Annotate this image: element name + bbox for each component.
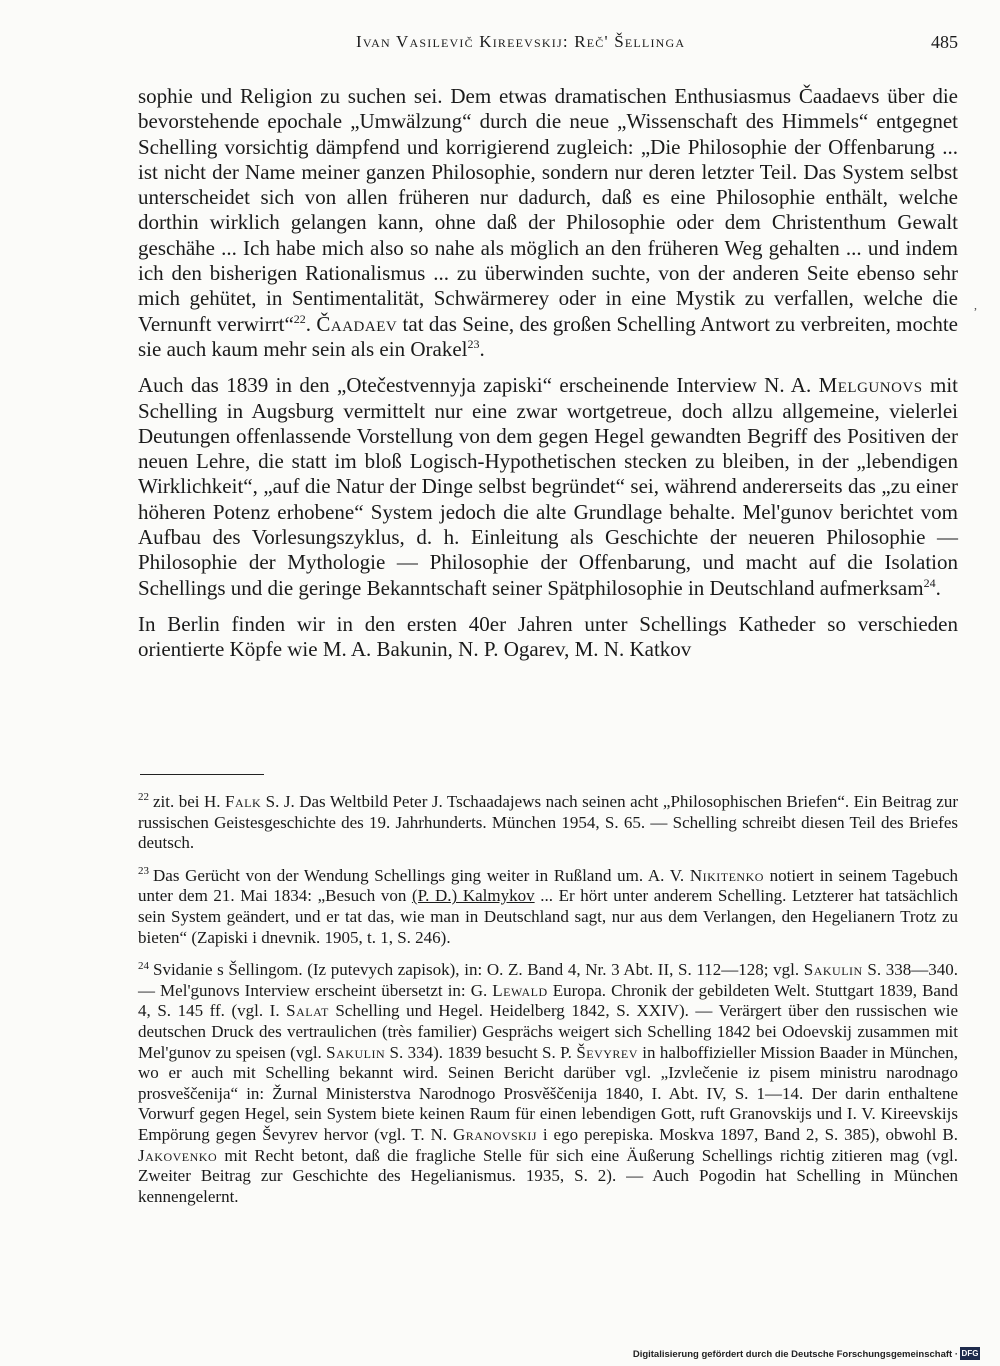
page-header (138, 32, 958, 56)
underlined-name: (P. D.) Kalmykov (411, 886, 535, 906)
footnote-number: 24 (138, 959, 149, 972)
footnote-number: 22 (138, 791, 149, 804)
paragraph-3: In Berlin finden wir in den ersten 40er Jahren unter Schellings Katheder so verschieden orientierte Köpfe wie M. A. Bakunin, N. P. Ogarev, M. N. Katkov (138, 611, 958, 662)
footnote-22: $^{22}$ zit. bei H. Falk S. J. Das Weltbild Peter J. Tschaadajews nach seinen acht „Philosophischen Briefen“. Ein Beitrag zur russischen Geistesgeschichte des 19. Jahrhunderts. München 1954, S. 65. — Schelling schreibt diesen Teil des Briefes deutsch. (138, 791, 958, 853)
footnote-number: 23 (138, 865, 149, 878)
page-number: 485 (931, 32, 958, 52)
paragraph-2: Auch das 1839 in den „Otečestvennyja zapiski“ erscheinende Interview N. A. Melgunovs mit Schelling in Augsburg vermittelt nur eine zwar wortgetreue, doch allzu allgemeine, vielerlei Deutungen offenlassende Vorstellung von dem gegen Hegel gewandten Begriff des Positiven der neuen Lehre, die statt im bloß Logisch-Hypothetischen stecken zu bleiben, in der „lebendigen Wirklichkeit“, „auf die Natur der Dinge selbst begründet“ sei, während andererseits das „zu einer höheren Potenz erhobene“ System jedoch die alte Grundlage behalte. Mel'gunov berichtet vom Aufbau des Vorlesungszyklus, d. h. Einleitung als Geschichte der neueren Philosophie — Philosophie der Mythologie — Philosophie der Offenbarung, und macht auf die Isolation Schellings und die geringe Bekanntschaft seiner Spätphilosophie in Deutschland aufmerksam$^{24}$. (138, 373, 958, 600)
author-name: Melgunovs (818, 373, 923, 398)
paragraph-1: sophie und Religion zu suchen sei. Dem etwas dramatischen Enthusiasmus Čaadaevs über die bevorstehende epochale „Umwälzung“ durch die neue „Wissenschaft des Himmels“ entgegnet Schelling vorsichtig dämpfend und korrigierend zugleich: „Die Philosophie der Offenbarung ... ist nicht der Name meiner ganzen Philosophie, sondern nur deren letzter Teil. Das System selbst unterscheidet sich von allen früheren nur dadurch, daß es eine Philosophie enthält, welche dorthin wirklich gelangen kann, ohne daß der Philosophie oder dem Christenthum Gewalt geschähe ... Ich habe mich also so nahe als möglich an den früheren Weg gehalten ... und indem ich den bisherigen Rationalismus ... zu überwinden suchte, von der anderen Seite ebenso sehr mich gehütet, in Sentimentalität, Schwärmerey oder in eine Mystik zu verfallen, welche die Vernunft verwirrt“$^{22}$. Čaadaev tat das Seine, des großen Schelling Antwort zu verbreiten, mochte sie auch kaum mehr sein als ein Orakel$^{23}$. (138, 84, 958, 361)
footnote-23: $^{23}$ Das Gerücht von der Wendung Schellings ging weiter in Rußland um. A. V. Nikitenko notiert in seinem Tagebuch unter dem 21. Mai 1834: „Besuch von (P. D.) Kalmykov ... Er hört unter anderem Schelling. Letzterer hat tatsächlich sein System geändert, und er tat das, wie man in Deutschland sagt, nur aus dem Verlangen, den Hegelianern Trotz zu bieten“ (Zapiski i dnevnik. 1905, t. 1, S. 246). (138, 865, 958, 947)
footnote-ref-22[interactable]: 22 (293, 311, 306, 326)
footnote-rule (140, 774, 264, 775)
running-head: Ivan Vasilevič Kireevskij: Reč' Šellinga (356, 32, 686, 51)
digitization-credit: Digitalisierung gefördert durch die Deutsche Forschungsgemeinschaft · (632, 1349, 958, 1360)
footnote-24: $^{24}$ Svidanie s Šellingom. (Iz putevych zapisok), in: O. Z. Band 4, Nr. 3 Abt. II, S. 112—128; vgl. Sakulin S. 338—340. — Mel'gunovs Interview erscheint übersetzt in: G. Lewald Europa. Chronik der gebildeten Welt. Stuttgart 1839, Band 4, S. 145 ff. (vgl. I. Salat Schelling und Hegel. Heidelberg 1842, S. XXIV). — Verärgert über den russischen wie deutschen Druck des vertraulichen (très familier) Gesprächs weigert sich Schelling 1842 bei Odoevskij zusammen mit Mel'gunov zu speisen (vgl. Sakulin S. 334). 1839 besucht S. P. Ševyrev in halboffizieller Mission Baader in München, wo er auch mit Schelling bekannt wird. Seinen Bericht darüber vgl. „Izvlečenie iz pisem ministru narodnago prosveščenija“ in: Žurnal Ministerstva Narodnogo Prosvěščenija 1840, I. Abt. IV, S. 1—14. Der darin enthaltene Vorwurf gegen Hegel, sein System biete keinen Raum für einen lebendigen Gott, ruft Granovskijs und I. V. Kireevskijs Empörung gegen Ševyrev hervor (vgl. T. N. Granovskij i ego perepiska. Moskva 1897, Band 2, S. 385), obwohl B. Jakovenko mit Recht betont, daß die fragliche Stelle für sich eine Äußerung Schellings richtig zitieren mag (vgl. Zweiter Beitrag zur Geschichte des Hegelianismus. 1935, S. 2). — Auch Pogodin hat Schelling in München kennengelernt. (138, 959, 958, 1206)
dfg-logo-icon: DFG (961, 1349, 979, 1358)
footnote-ref-23[interactable]: 23 (467, 336, 480, 351)
footnote-ref-24[interactable]: 24 (923, 575, 936, 590)
margin-mark: , (974, 298, 977, 312)
footnotes (138, 792, 958, 1219)
author-name: Čaadaev (316, 311, 398, 336)
main-text (138, 84, 958, 674)
